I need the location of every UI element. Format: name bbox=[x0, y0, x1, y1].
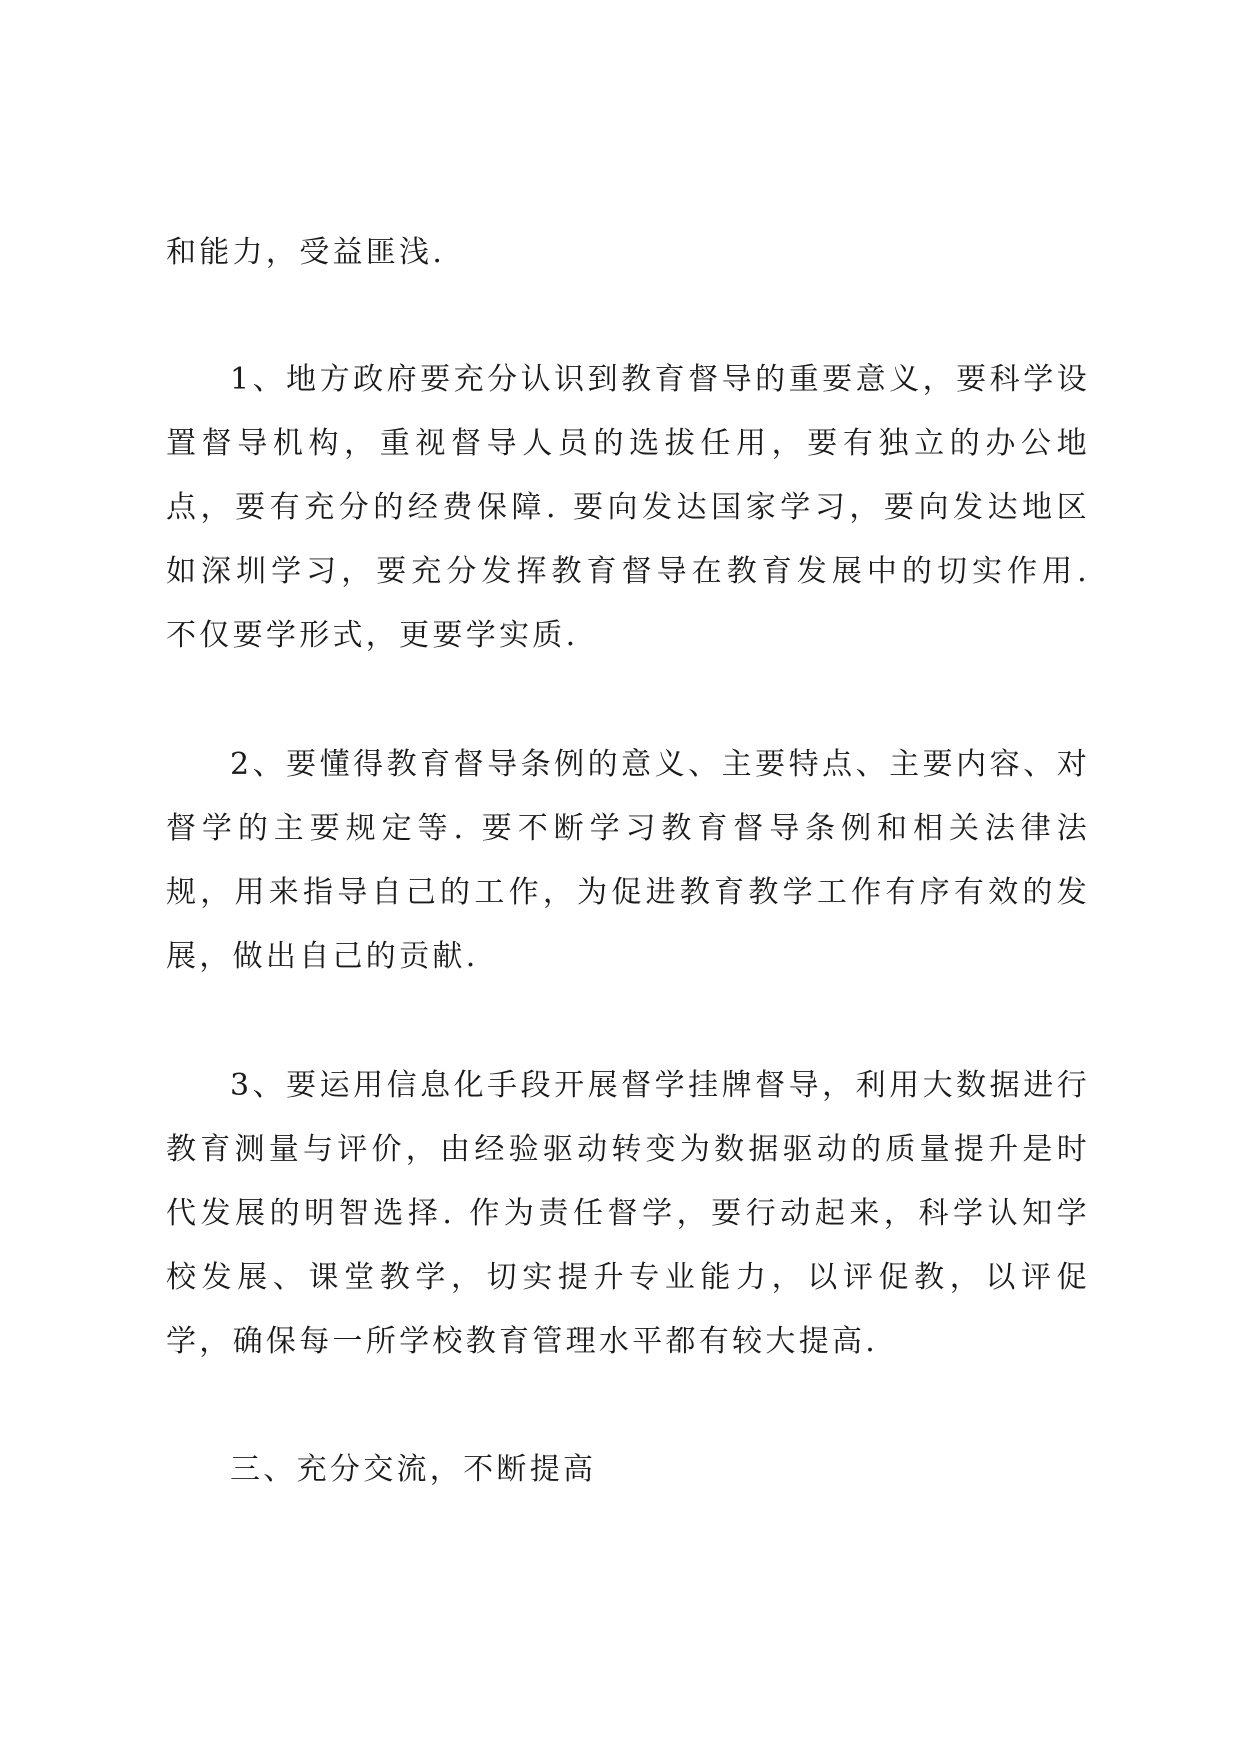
paragraph-point-1: 1、地方政府要充分认识到教育督导的重要意义，要科学设置督导机构，重视督导人员的选拔任用，要有独立的办公地点，要有充分的经费保障. 要向发达国家学习，要向发达地区如深圳学习，要充分发挥教育督导在教育发展中的切实作用. 不仅要学形式，更要学实质. bbox=[166, 362, 1090, 653]
paragraph-point-3: 3、要运用信息化手段开展督学挂牌督导，利用大数据进行教育测量与评价，由经验驱动转变为数据驱动的质量提升是时代发展的明智选择. 作为责任督学，要行动起来，科学认知学校发展、课堂教学，切实提升专业能力，以评促教，以评促学，确保每一所学校教育管理水平都有较大提高. bbox=[166, 1068, 1090, 1359]
paragraph-point-2: 2、要懂得教育督导条例的意义、主要特点、主要内容、对督学的主要规定等. 要不断学习教育督导条例和相关法律法规，用来指导自己的工作，为促进教育教学工作有序有效的发展，做出自己的贡献. bbox=[166, 747, 1090, 974]
section-heading-3: 三、充分交流，不断提高 bbox=[230, 1452, 597, 1487]
paragraph-continuation: 和能力，受益匪浅. bbox=[166, 235, 446, 270]
